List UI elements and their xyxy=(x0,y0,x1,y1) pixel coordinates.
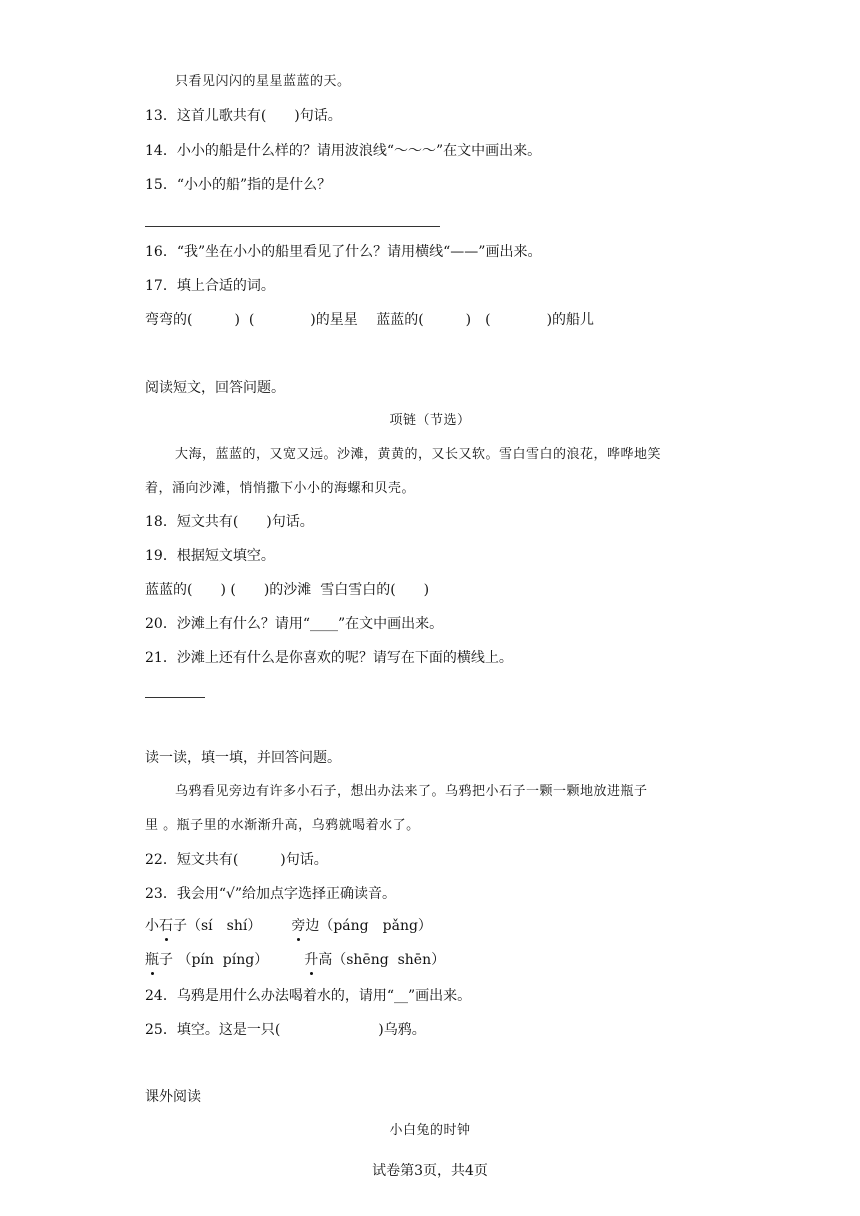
question-22: 22．短文共有( )句话。 xyxy=(145,852,328,868)
pinyin-row-1 xyxy=(145,916,432,936)
question-19: 19．根据短文填空。 xyxy=(145,548,275,564)
extra-reading-heading: 课外阅读 xyxy=(145,1089,201,1105)
poem-last-line: 只看见闪闪的星星蓝蓝的天。 xyxy=(175,74,351,89)
necklace-title: 项链（节选） xyxy=(389,413,471,428)
answer-line-15[interactable] xyxy=(145,226,440,227)
crow-paragraph-line-2: 里 。瓶子里的水渐渐升高，乌鸦就喝着水了。 xyxy=(145,818,420,833)
word-pingzi-pinyin: 子 （pín píng） xyxy=(159,952,269,968)
dotted-char-ping: 瓶 xyxy=(145,952,159,968)
question-14: 14．小小的船是什么样的？请用波浪线“～～～”在文中画出来。 xyxy=(145,143,542,159)
crow-paragraph-line-1: 乌鸦看见旁边有许多小石子，想出办法来了。乌鸦把小石子一颗一颗地放进瓶子 xyxy=(175,784,648,799)
question-23: 23．我会用“√”给加点字选择正确读音。 xyxy=(145,886,397,902)
question-17: 17．填上合适的词。 xyxy=(145,278,275,294)
question-25: 25．填空。这是一只( )乌鸦。 xyxy=(145,1022,426,1038)
crow-instruction: 读一读，填一填，并回答问题。 xyxy=(145,750,341,766)
necklace-paragraph-line-1: 大海，蓝蓝的，又宽又远。沙滩，黄黄的，又长又软。雪白雪白的浪花，哗哗地笑 xyxy=(175,447,662,462)
question-18: 18．短文共有( )句话。 xyxy=(145,514,314,530)
word-pangbian-pinyin: 边（páng pǎng） xyxy=(305,918,432,934)
word-xiaoshizi-pre: 小 xyxy=(145,918,159,934)
dotted-char-pang: 旁 xyxy=(291,918,306,934)
question-15: 15．“小小的船”指的是什么？ xyxy=(145,177,332,193)
word-shenggao-pinyin: 高（shēng shēn） xyxy=(318,952,446,968)
question-24: 24．乌鸦是用什么办法喝着水的，请用“__”画出来。 xyxy=(145,988,472,1004)
question-19-blanks: 蓝蓝的( ) ( )的沙滩 雪白雪白的( ) xyxy=(145,582,430,598)
question-20: 20．沙滩上有什么？请用“____”在文中画出来。 xyxy=(145,616,444,632)
dotted-char-sheng: 升 xyxy=(304,952,319,968)
question-21: 21．沙滩上还有什么是你喜欢的呢？请写在下面的横线上。 xyxy=(145,650,513,666)
question-17-blanks: 弯弯的( ) ( )的星星 蓝蓝的( ) ( )的船儿 xyxy=(145,312,595,328)
page-footer: 试卷第3页，共4页 xyxy=(372,1163,488,1179)
question-16: 16．“我”坐在小小的船里看见了什么？请用横线“——”画出来。 xyxy=(145,244,542,260)
answer-line-21[interactable] xyxy=(145,697,205,698)
necklace-paragraph-line-2: 着，涌向沙滩，悄悄撒下小小的海螺和贝壳。 xyxy=(145,481,416,496)
pinyin-row-2 xyxy=(145,950,445,970)
question-13: 13．这首儿歌共有( )句话。 xyxy=(145,108,342,124)
dotted-char-shi: 石 xyxy=(159,918,173,934)
necklace-instruction: 阅读短文，回答问题。 xyxy=(145,380,285,396)
extra-reading-title: 小白兔的时钟 xyxy=(389,1123,471,1138)
word-xiaoshizi-pinyin: 子（sí shí） xyxy=(173,918,262,934)
